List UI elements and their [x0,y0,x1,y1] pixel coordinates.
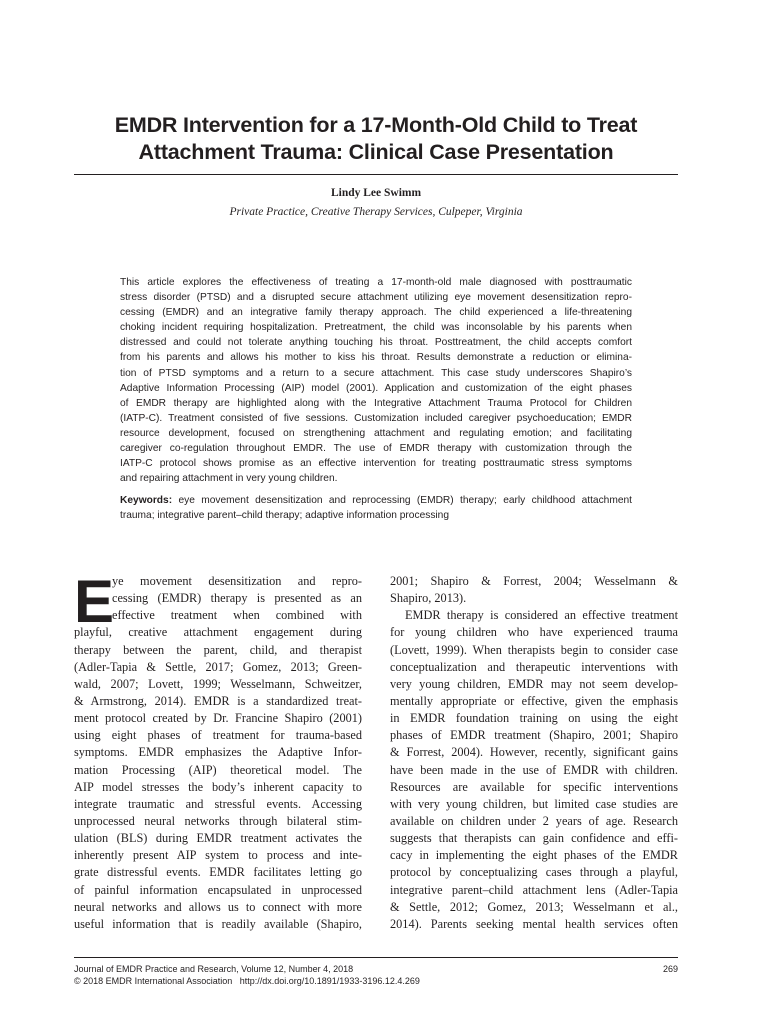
abstract-line: cessing (EMDR) and an integrative family therapy approach. The child experienced a life-threatening [120,307,632,319]
body-line: neural networks and allows us to connect with more [74,899,362,914]
abstract-line: Adaptive Information Processing (AIP) model (2001). Application and customization of the eight phases [120,382,632,394]
abstract-line: This article explores the effectiveness of treating a 17-month-old male diagnosed with posttraumatic [120,277,632,288]
doi-link[interactable]: http://dx.doi.org/10.1891/1933-3196.12.4.269 [239,976,420,986]
body-line: protocol by conceptualizing cases through a playful, [390,865,678,880]
body-line: cessing (EMDR) therapy is presented as an [112,591,362,606]
body-line: grate distressful events. EMDR facilitates letting go [74,865,362,880]
body-line: inherently present AIP system to process and inte- [74,848,362,863]
abstract [120,275,632,524]
body-line: phases of EMDR treatment (Shapiro, 2001; Shapiro [390,728,678,743]
body-line: (Lovett, 1999). When therapists begin to consider case [390,642,678,657]
body-line: EMDR therapy is considered an effective treatment [405,608,678,623]
journal-citation: Journal of EMDR Practice and Research, Volume 12, Number 4, 2018 [74,964,354,974]
body-line: ye movement desensitization and repro- [112,574,362,588]
body-line: with very young children, but limited case studies are [390,796,678,811]
abstract-line: tion of PTSD symptoms and a return to a secure attachment. This case study underscores Shapiro’s [120,367,632,379]
abstract-line: from his parents and allows his mother to kiss his throat. Results demonstrate a reduction or elimina- [120,352,632,364]
body-line: useful information that is readily available (Shapiro, [74,916,362,931]
body-line: in EMDR foundation training on using the eight [390,711,678,726]
abstract-line: (IATP-C). Treatment consisted of five sessions. Customization included caregiver psychoeducation; EMDR [120,412,632,424]
keywords-text-2: trauma; integrative parent–child therapy; adaptive information processing [120,510,450,522]
abstract-line: IATP-C protocol shows promise as an effective intervention for treating posttraumatic stress symptoms [120,458,632,470]
body-line: & Settle, 2012; Gomez, 2013; Wesselmann et al., [390,899,678,914]
article-title [74,112,678,166]
body-line: ulation (BLS) during EMDR treatment activates the [74,831,362,846]
keywords-label: Keywords: [120,495,173,507]
article-title-line-1: EMDR Intervention for a 17-Month-Old Child to Treat [114,113,638,137]
body-line: (Adler-Tapia & Settle, 2017; Gomez, 2013; Green- [74,659,362,674]
body-line: have been made in the use of EMDR with children. [390,762,678,777]
title-rule [74,174,678,175]
body-line: Shapiro, 2013). [390,591,467,606]
keywords-line-1 [120,493,632,508]
abstract-line: caregiver co-regulation throughout EMDR. The use of EMDR therapy with customization through the [120,443,632,455]
body-column-right [390,573,678,933]
keywords [120,493,632,523]
article-title-line-2: Attachment Trauma: Clinical Case Presentation [138,140,614,164]
abstract-line: distressed and could not tolerate anything touching his throat. Posttreatment, the child accepts comfort [120,337,632,349]
abstract-line: of EMDR therapy are highlighted along with the Integrative Attachment Trauma Protocol for Children [120,397,632,409]
body-line: cacy in implementing the eight phases of the EMDR [390,848,678,863]
body-line: integrate traumatic and stressful events. Accessing [74,796,362,811]
body-line: mentally appropriate or effective, given the emphasis [390,693,678,708]
footer-journal-line [74,964,678,975]
body-line: AIP model stresses the body’s inherent capacity to [74,779,362,794]
body-line: suggests that therapists can gain confidence and effi- [390,831,678,846]
body-line: of painful information encapsulated in unprocessed [74,882,362,897]
body-line: using eight phases of treatment for trauma-based [74,728,362,743]
copyright: © 2018 EMDR International Association [74,976,233,986]
body-line: playful, creative attachment engagement during [74,625,362,640]
body-line: 2014). Parents seeking mental health services often [390,916,678,931]
body-line: Resources are available for specific interventions [390,779,678,794]
body-line: for young children who have experienced trauma [390,625,678,640]
body-line: effective treatment when combined with [112,608,362,623]
body-line: & Forrest, 2004). However, recently, significant gains [390,745,678,760]
body-line: integrative parent–child attachment lens (Adler-Tapia [390,882,678,897]
body-line: wald, 2007; Lovett, 1999; Wesselmann, Schweitzer, [74,676,362,691]
body-line: symptoms. EMDR emphasizes the Adaptive Infor- [74,745,362,760]
body-line: available on children under 2 years of age. Research [390,813,678,828]
body-line: & Armstrong, 2014). EMDR is a standardized treat- [74,693,362,708]
abstract-line: and repairing attachment in very young children. [120,473,338,485]
body-line: mation Processing (AIP) theoretical model. The [74,762,362,777]
page-number: 269 [662,964,678,974]
body-line: ment protocol created by Dr. Francine Shapiro (2001) [74,711,362,726]
abstract-line: choking incident requiring hospitalization. Pretreatment, the child was inconsolable by his parents when [120,322,632,334]
body-line: therapy between the parent, child, and therapist [74,642,362,657]
footer-copyright-line [74,976,678,987]
body-column-left [74,568,362,933]
body-line: very young children, EMDR may not seem develop- [390,676,678,691]
keywords-text-1: eye movement desensitization and reprocessing (EMDR) therapy; early childhood attachment [172,495,632,507]
author-affiliation: Private Practice, Creative Therapy Services, Culpeper, Virginia [229,206,523,218]
abstract-line: resource development, focused on strengthening attachment and regulating emotion; and facilitating [120,427,632,439]
abstract-line: stress disorder (PTSD) and a disrupted secure attachment utilizing eye movement desensitization repro- [120,292,632,304]
author-name: Lindy Lee Swimm [330,187,422,199]
body-line: conceptualization and therapeutic interventions with [390,659,678,674]
drop-cap: E [74,568,115,635]
body-line: unprocessed neural networks through bilateral stim- [74,813,362,828]
body-line: 2001; Shapiro & Forrest, 2004; Wesselmann & [390,574,678,588]
footer-rule [74,957,678,958]
